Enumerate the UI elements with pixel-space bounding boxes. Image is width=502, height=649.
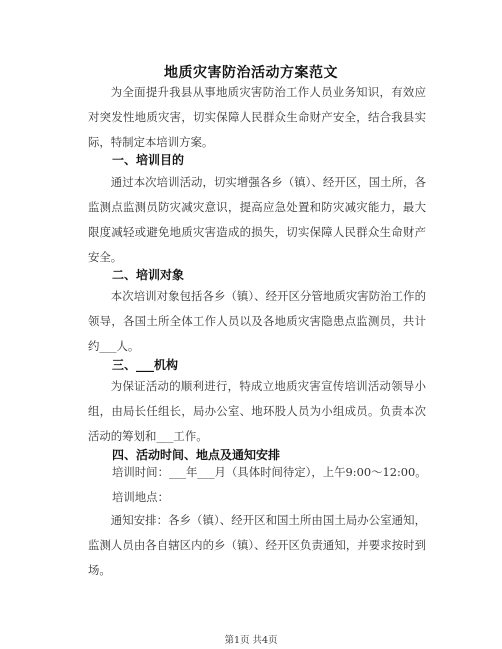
- section-heading-purpose: 一、培训目的: [112, 153, 185, 167]
- audience-paragraph: 本次培训对象包括各乡（镇）、经开区分管地质灾害防治工作的领导，各国土所全体工作人员以及各地质灾害隐患点监测员，共计约___人。: [88, 289, 426, 353]
- intro-paragraph: 为全面提升我县从事地质灾害防治工作人员业务知识，有效应对突发性地质灾害，切实保障人民群众生命财产安全，结合我县实际，特制定本培训方案。: [88, 85, 426, 149]
- training-time: 培训时间：___年___月（具体时间待定），上午9:00～12:00。: [112, 465, 427, 479]
- organization-paragraph: 为保证活动的顺利进行，特成立地质灾害宣传培训活动领导小组，由局长任组长，局办公室、地环股人员为小组成员。负责本次活动的筹划和___工作。: [88, 379, 426, 443]
- section-heading-schedule: 四、活动时间、地点及通知安排: [112, 448, 281, 462]
- notice-paragraph: 通知安排：各乡（镇）、经开区和国土所由国土局办公室通知，监测人员由各自辖区内的乡（镇）、经开区负责通知，并要求按时到场。: [88, 513, 426, 577]
- training-place: 培训地点：: [112, 490, 169, 504]
- purpose-paragraph: 通过本次培训活动，切实增强各乡（镇）、经开区，国土所，各监测点监测员防灾减灾意识，提高应急处置和防灾减灾能力，最大限度减轻或避免地质灾害造成的损失，切实保障人民群众生命财产安全。: [88, 175, 426, 264]
- section-heading-audience: 二、培训对象: [112, 268, 185, 282]
- page-number-footer: 第1页 共4页: [224, 635, 278, 646]
- document-title: 地质灾害防治活动方案范文: [164, 65, 338, 81]
- section-heading-organization: 三、___机构: [112, 358, 179, 372]
